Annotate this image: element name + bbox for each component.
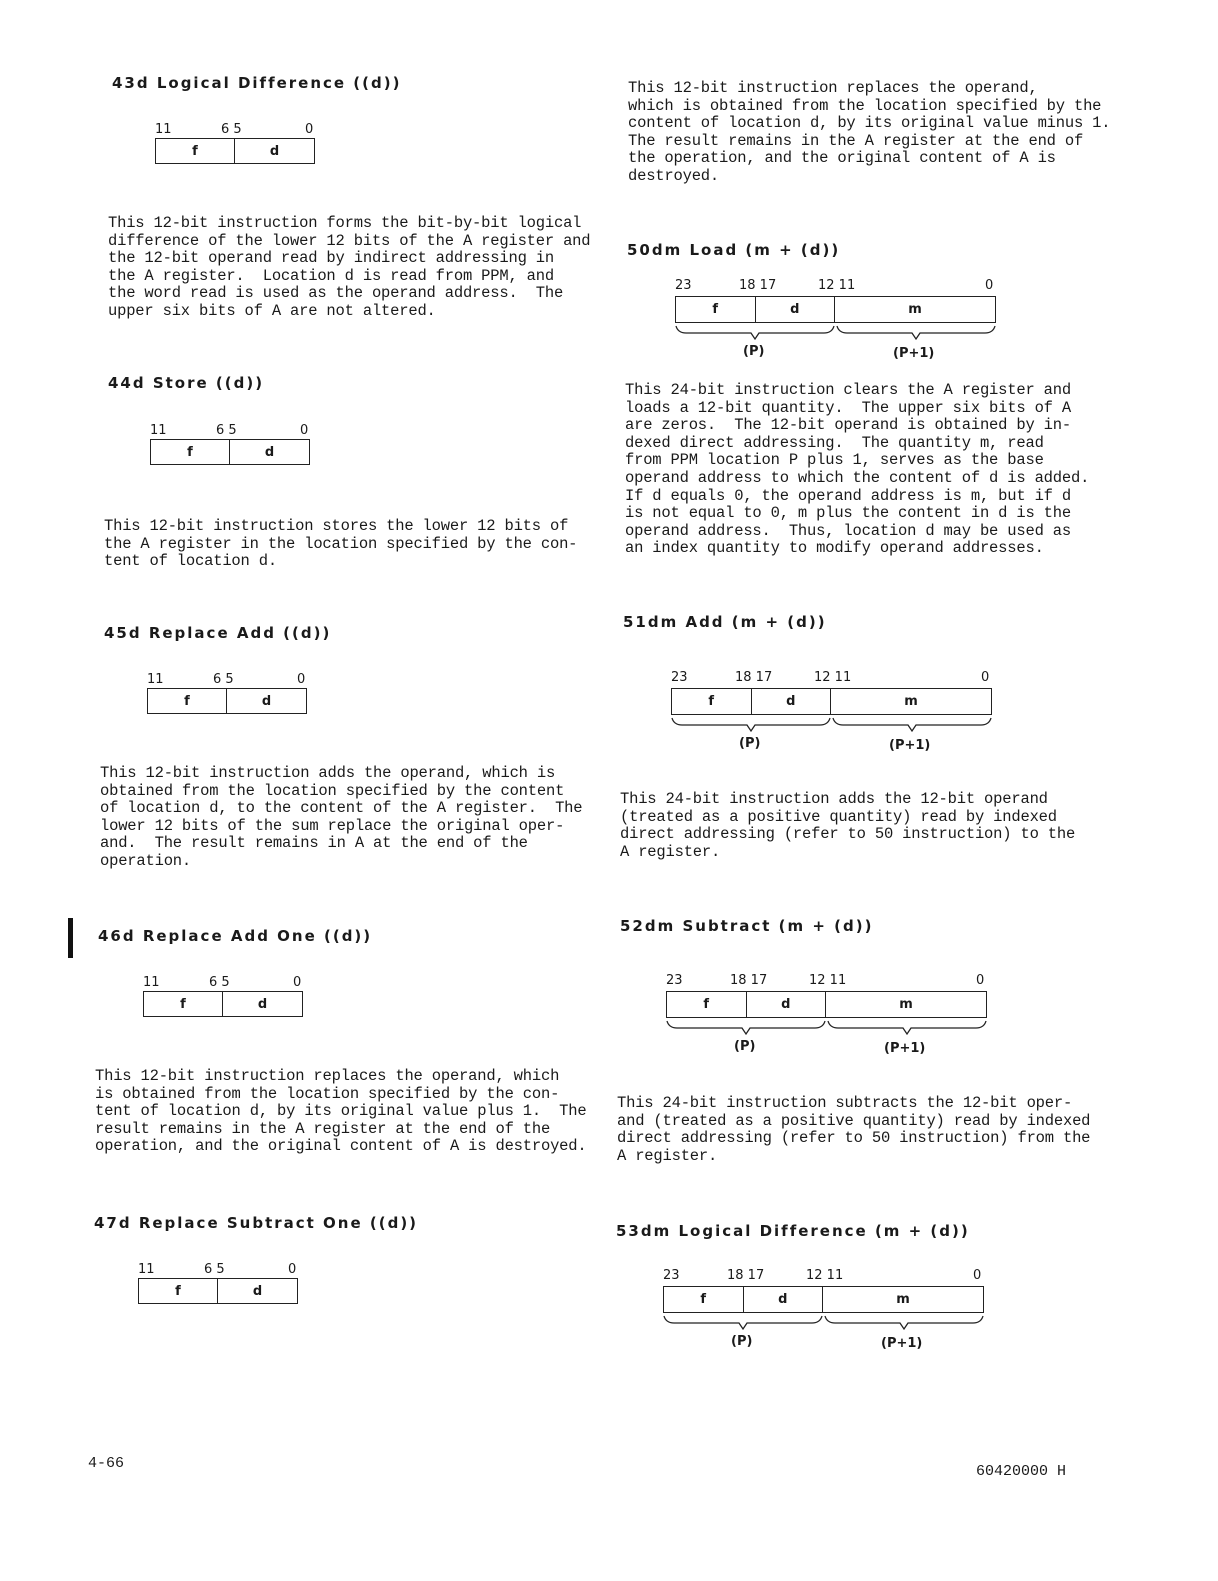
left-instruction-0-format-diagram (155, 122, 320, 167)
bit-label: 23 (671, 670, 688, 685)
right-instruction-3-heading: 53dm Logical Difference (m + (d)) (616, 1222, 970, 1240)
brace-icon (675, 324, 1005, 344)
change-bar (68, 918, 73, 958)
brace-label-p: (P) (743, 344, 765, 359)
bit-label: 6 5 (209, 975, 230, 990)
left-instruction-0-heading: 43d Logical Difference ((d)) (112, 74, 402, 92)
instruction-word-box (138, 1278, 298, 1304)
right-instruction-1-format-diagram (671, 670, 1001, 760)
field-f: f (148, 689, 227, 713)
bit-label: 11 (147, 672, 164, 687)
field-f: f (664, 1287, 744, 1312)
page-number: 4-66 (88, 1455, 125, 1472)
bit-label: 0 (293, 975, 302, 990)
right-instruction-2-heading: 52dm Subtract (m + (d)) (620, 917, 874, 935)
field-d: d (752, 689, 832, 714)
instruction-word-box (143, 991, 303, 1017)
brace-label-p-plus-1: (P+1) (889, 738, 931, 753)
field-d: d (261, 693, 272, 709)
field-m: m (908, 302, 922, 317)
brace-label-p-plus-1: (P+1) (893, 346, 935, 361)
brace (676, 326, 834, 339)
right-instruction-2-format-diagram (666, 973, 996, 1063)
bit-label: 12 11 (818, 278, 856, 293)
bit-label: 0 (288, 1262, 297, 1277)
bit-label: 18 17 (735, 670, 773, 685)
bit-label: 0 (300, 423, 309, 438)
instruction-word-box (671, 688, 992, 715)
brace-label-p: (P) (731, 1334, 753, 1349)
instruction-word-box (666, 991, 987, 1018)
bit-label: 0 (297, 672, 306, 687)
brace-label-p-plus-1: (P+1) (881, 1336, 923, 1351)
right-instruction-0-description: This 24-bit instruction clears the A register and loads a 12-bit quantity. The upper six bits of A are zeros. The 12-bit operand is obtained by in- dexed direct addressing. The quantity m, read from PPM location P plus 1, serves as the base operand address to which the content of d is added. If d equals 0, the operand address is m, but if d is not equal to 0, m plus the content in d is the operand address. Thus, location d may be used as an index quantity to modify operand addresses. (625, 381, 1090, 558)
left-instruction-1-heading: 44d Store ((d)) (108, 374, 265, 392)
left-instruction-0-description: This 12-bit instruction forms the bit-by-bit logical difference of the lower 12 bits of the A register and the 12-bit operand read by indirect addressing in the A register. Location d is read from PPM, and the word read is used as the operand address. The upper six bits of A are not altered. (108, 214, 591, 320)
right-instruction-2-description: This 24-bit instruction subtracts the 12-bit oper- and (treated as a positive quantity) read by indexed direct addressing (refer to 50 instruction) from the A register. (617, 1094, 1091, 1165)
bit-label: 11 (138, 1262, 155, 1277)
bit-label: 0 (981, 670, 990, 685)
field-d: d (264, 444, 275, 460)
field-d: d (257, 996, 268, 1012)
left-instruction-2-format-diagram (147, 672, 312, 717)
brace (664, 1316, 822, 1329)
field-m: m (896, 1292, 910, 1307)
instruction-word-box (663, 1286, 984, 1313)
brace-icon (671, 716, 1001, 736)
field-f: f (144, 992, 223, 1016)
field-d: d (269, 143, 280, 159)
instruction-word-box (147, 688, 307, 714)
left-instruction-2-description: This 12-bit instruction adds the operand, which is obtained from the location specified by the content of location d, to the content of the A register. The lower 12 bits of the sum replace the original oper- and. The result remains in A at the end of the operation. (100, 764, 583, 870)
field-f: f (676, 297, 756, 322)
field-d: d (756, 297, 836, 322)
bit-label: 18 17 (730, 973, 768, 988)
instruction-word-box (150, 439, 310, 465)
bit-label: 18 17 (739, 278, 777, 293)
left-instruction-3-description: This 12-bit instruction replaces the operand, which is obtained from the location specified by the con- tent of location d, by its original value plus 1. The result remains in the A register at the end of the operation, and the original content of A is destroyed. (95, 1067, 587, 1156)
brace (833, 718, 991, 731)
bit-label: 0 (305, 122, 314, 137)
bit-label: 23 (675, 278, 692, 293)
instruction-word-box (675, 296, 996, 323)
left-instruction-3-heading: 46d Replace Add One ((d)) (98, 927, 373, 945)
right-intro-paragraph: This 12-bit instruction replaces the operand, which is obtained from the location specified by the content of location d, by its original value minus 1. The result remains in the A register at the end of the operation, and the original content of A is destroyed. (628, 79, 1111, 185)
brace-icon (663, 1314, 993, 1334)
brace-icon (666, 1019, 996, 1039)
bit-label: 6 5 (213, 672, 234, 687)
bit-label: 6 5 (221, 122, 242, 137)
field-f: f (151, 440, 230, 464)
right-instruction-1-heading: 51dm Add (m + (d)) (623, 613, 827, 631)
field-d: d (744, 1287, 824, 1312)
right-instruction-1-description: This 24-bit instruction adds the 12-bit operand (treated as a positive quantity) read by indexed direct addressing (refer to 50 instruction) to the A register. (620, 790, 1076, 861)
brace (667, 1021, 825, 1034)
right-instruction-0-format-diagram (675, 278, 1005, 368)
brace-label-p: (P) (739, 736, 761, 751)
field-f: f (672, 689, 752, 714)
bit-label: 11 (155, 122, 172, 137)
brace-label-p: (P) (734, 1039, 756, 1054)
bit-label: 18 17 (727, 1268, 765, 1283)
bit-label: 11 (143, 975, 160, 990)
left-instruction-3-format-diagram (143, 975, 308, 1020)
field-f: f (667, 992, 747, 1017)
left-instruction-1-description: This 12-bit instruction stores the lower 12 bits of the A register in the location specified by the con- tent of location d. (104, 517, 578, 571)
bit-label: 6 5 (216, 423, 237, 438)
field-d: d (252, 1283, 263, 1299)
bit-label: 11 (150, 423, 167, 438)
field-f: f (156, 139, 235, 163)
left-instruction-4-heading: 47d Replace Subtract One ((d)) (94, 1214, 419, 1232)
right-instruction-3-format-diagram (663, 1268, 993, 1358)
bit-label: 12 11 (806, 1268, 844, 1283)
left-instruction-4-format-diagram (138, 1262, 303, 1307)
brace (828, 1021, 986, 1034)
bit-label: 12 11 (809, 973, 847, 988)
bit-label: 6 5 (204, 1262, 225, 1277)
brace (825, 1316, 983, 1329)
left-instruction-1-format-diagram (150, 423, 315, 468)
field-m: m (899, 997, 913, 1012)
bit-label: 0 (973, 1268, 982, 1283)
bit-label: 23 (663, 1268, 680, 1283)
brace (672, 718, 830, 731)
field-m: m (904, 694, 918, 709)
left-instruction-2-heading: 45d Replace Add ((d)) (104, 624, 332, 642)
bit-label: 0 (976, 973, 985, 988)
document-number: 60420000 H (976, 1463, 1067, 1480)
bit-label: 12 11 (814, 670, 852, 685)
bit-label: 0 (985, 278, 994, 293)
brace-label-p-plus-1: (P+1) (884, 1041, 926, 1056)
bit-label: 23 (666, 973, 683, 988)
instruction-word-box (155, 138, 315, 164)
brace (837, 326, 995, 339)
field-f: f (139, 1279, 218, 1303)
right-instruction-0-heading: 50dm Load (m + (d)) (627, 241, 841, 259)
field-d: d (747, 992, 827, 1017)
